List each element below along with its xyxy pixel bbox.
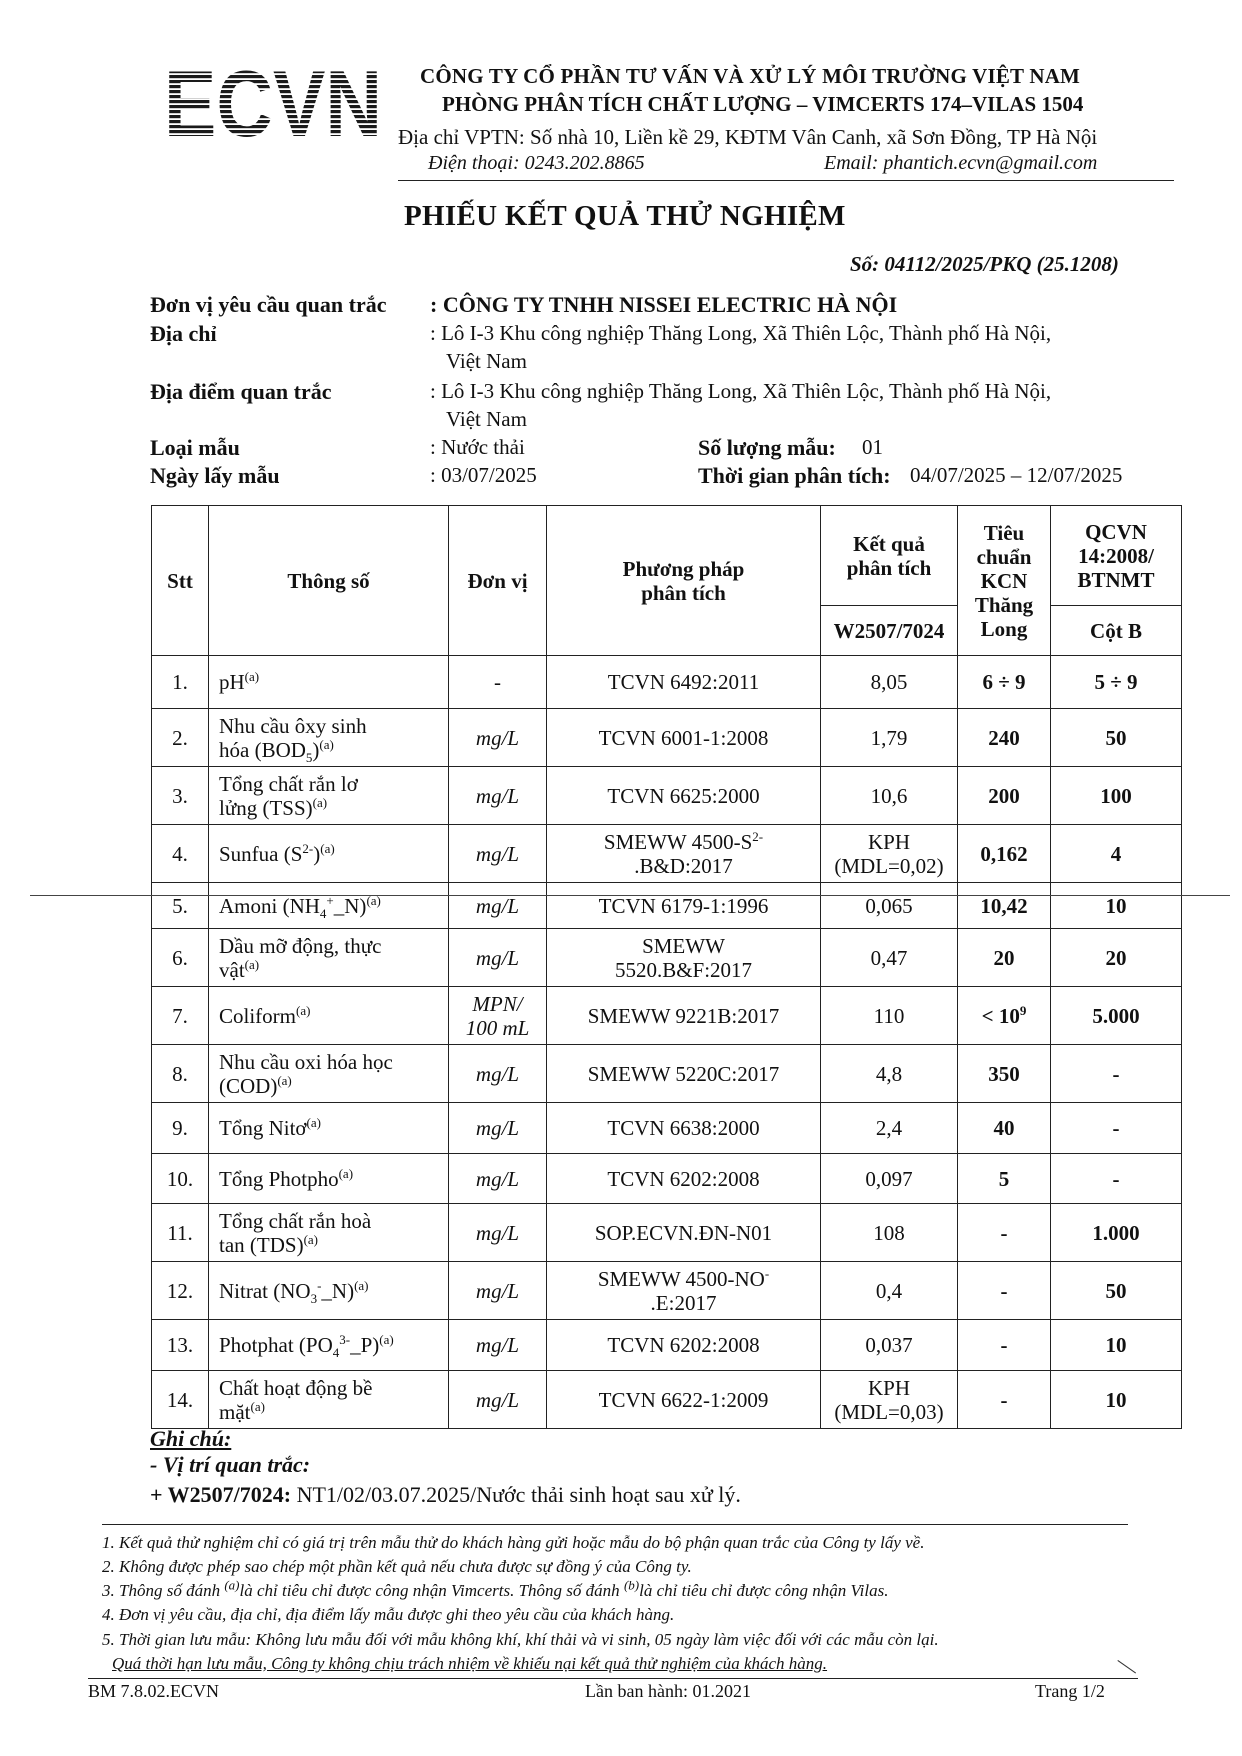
lab-phone: Điện thoại: 0243.202.8865 <box>428 152 645 174</box>
row-qcvn: 10 <box>1051 1371 1182 1429</box>
row-stt: 11. <box>152 1204 209 1262</box>
header-kcn-line-1: Tiêu <box>983 520 1025 545</box>
row-qcvn: - <box>1051 1045 1182 1103</box>
method-line-2: .B&D:2017 <box>634 853 733 878</box>
row-stt: 2. <box>152 709 209 767</box>
row-param <box>209 767 449 825</box>
param-line-1: Chất hoạt động bề <box>219 1375 373 1400</box>
table-row <box>152 1204 1182 1262</box>
row-method: TCVN 6492:2011 <box>547 656 821 709</box>
header-method <box>547 506 821 656</box>
footer-divider <box>88 1678 1138 1679</box>
row-result: 0,097 <box>821 1154 958 1204</box>
table-row <box>152 1045 1182 1103</box>
row-qcvn: 10 <box>1051 1320 1182 1371</box>
row-result <box>821 1371 958 1429</box>
header-kcn-line-4: Thăng <box>974 592 1034 617</box>
row-unit: mg/L <box>449 929 547 987</box>
row-param: Tổng Nitơ$^{(a)}$ <box>209 1103 449 1154</box>
row-param: Nitrat $(NO_3^-\_N)^{(a)}$ <box>209 1262 449 1320</box>
row-stt: 5. <box>152 883 209 929</box>
param-text: Coliform <box>219 1003 296 1028</box>
document-number: Số: 04112/2025/PKQ (25.1208) <box>850 252 1119 276</box>
row-result: 0,065 <box>821 883 958 929</box>
row-kcn: 6 ÷ 9 <box>958 656 1051 709</box>
row-kcn: - <box>958 1204 1051 1262</box>
param-text: Photphat (PO <box>219 1333 333 1357</box>
row-qcvn: 50 <box>1051 709 1182 767</box>
unit-line-2: 100 mL <box>465 1015 530 1040</box>
row-kcn: - <box>958 1371 1051 1429</box>
header-kcn-line-5: Long <box>980 616 1028 641</box>
param-line-2-text: hóa (BOD <box>219 737 306 762</box>
header-result <box>821 506 958 606</box>
table-row <box>152 1320 1182 1371</box>
row-method: TCVN 6179-1:1996 <box>547 883 821 929</box>
row-param: Amoni $(NH_4^+\_N)^{(a)}$ <box>209 883 449 929</box>
lab-name: PHÒNG PHÂN TÍCH CHẤT LƯỢNG – VIMCERTS 174–VILAS 1504 <box>442 92 1084 116</box>
row-result: 0,47 <box>821 929 958 987</box>
row-result <box>821 825 958 883</box>
footnote-6: Quá thời hạn lưu mẫu, Công ty không chịu trách nhiệm về khiếu nại kết quả thử nghiệm của khách hàng. <box>112 1654 828 1673</box>
row-qcvn: 5.000 <box>1051 987 1182 1045</box>
param-line-2-text: tan (TDS) <box>219 1232 304 1257</box>
param-line-2: (COD)$^{(a)}$ <box>219 1072 292 1098</box>
row-qcvn: 5 ÷ 9 <box>1051 656 1182 709</box>
row-method: SOP.ECVN.ĐN-N01 <box>547 1204 821 1262</box>
site-line-1: : Lô I-3 Khu công nghiệp Thăng Long, Xã Thiên Lộc, Thành phố Hà Nội, <box>430 379 1052 403</box>
row-param: Photphat $(PO_4^{3-}\_P)^{(a)}$ <box>209 1320 449 1371</box>
row-stt: 1. <box>152 656 209 709</box>
row-stt: 3. <box>152 767 209 825</box>
company-logo <box>162 51 384 156</box>
site-line-2: Việt Nam <box>446 407 527 431</box>
row-param <box>209 1371 449 1429</box>
param-line-2: hóa $(BOD_5)^{(a)}$ <box>219 736 334 765</box>
analysis-time-label: Thời gian phân tích: <box>698 463 891 488</box>
row-param: Sunfua $(S^{2-})^{(a)}$ <box>209 825 449 883</box>
header-stt: Stt <box>152 506 209 656</box>
table-header-row <box>152 506 1182 606</box>
scan-mark <box>1117 1660 1136 1673</box>
ecvn-logo-icon <box>162 51 384 156</box>
row-kcn: 200 <box>958 767 1051 825</box>
row-unit: mg/L <box>449 709 547 767</box>
header-kcn-standard <box>958 506 1051 656</box>
footnote-3: 3. Thông số đánh $^{(a)}$là chỉ tiêu chỉ được công nhận Vimcerts. Thông số đánh $^{(b)}$là chỉ tiêu chỉ được công nhận Vilas. <box>102 1577 889 1600</box>
row-param: Tổng Photpho$^{(a)}$ <box>209 1154 449 1204</box>
row-qcvn: - <box>1051 1103 1182 1154</box>
header-param: Thông số <box>209 506 449 656</box>
table-row <box>152 1371 1182 1429</box>
row-param: $pH^{(a)}$ <box>209 656 449 709</box>
param-line-2-text: (COD) <box>219 1073 278 1098</box>
header-result-line-1: Kết quả <box>853 531 925 556</box>
sample-count-label: Số lượng mẫu: <box>698 435 836 460</box>
row-unit: mg/L <box>449 1320 547 1371</box>
location-entry <box>150 1482 741 1508</box>
header-method-line-2: phân tích <box>641 580 726 605</box>
table-row <box>152 1154 1182 1204</box>
row-kcn: 350 <box>958 1045 1051 1103</box>
param-text: Nitrat (NO <box>219 1278 311 1303</box>
footnote-1: 1. Kết quả thử nghiệm chỉ có giá trị trên mẫu thử do khách hàng gửi hoặc mẫu do bộ phận quan trắc của Công ty lấy về. <box>102 1533 925 1552</box>
address-line-2: Việt Nam <box>446 349 527 373</box>
table-row <box>152 825 1182 883</box>
table-row <box>152 987 1182 1045</box>
table-row <box>152 656 1182 709</box>
row-result: 2,4 <box>821 1103 958 1154</box>
client-value: : CÔNG TY TNHH NISSEI ELECTRIC HÀ NỘI <box>430 292 898 317</box>
method-line-1-text: SMEWW 4500-S <box>603 829 753 854</box>
row-param <box>209 929 449 987</box>
header-kcn-line-2: chuẩn <box>976 544 1032 569</box>
row-stt: 4. <box>152 825 209 883</box>
row-kcn: 40 <box>958 1103 1051 1154</box>
method-line-1: SMEWW 4500-NO- <box>597 1265 770 1291</box>
table-row <box>152 767 1182 825</box>
footnote-4: 4. Đơn vị yêu cầu, địa chỉ, địa điểm lấy mẫu được ghi theo yêu cầu của khách hàng. <box>102 1605 675 1624</box>
result-line-1: KPH <box>867 1375 910 1400</box>
sample-type-label: Loại mẫu <box>150 435 240 460</box>
footnote-divider <box>102 1524 1128 1525</box>
param-line-1: Tổng chất rắn lơ <box>219 771 358 796</box>
row-qcvn: 50 <box>1051 1262 1182 1320</box>
row-stt: 8. <box>152 1045 209 1103</box>
table-row <box>152 883 1182 929</box>
row-param <box>209 1045 449 1103</box>
row-unit: mg/L <box>449 1204 547 1262</box>
unit-line-1: MPN/ <box>472 991 523 1016</box>
row-unit: mg/L <box>449 1371 547 1429</box>
row-kcn: 240 <box>958 709 1051 767</box>
param-line-1: Dầu mỡ động, thực <box>219 933 382 958</box>
issue-date: Lần ban hành: 01.2021 <box>585 1681 751 1701</box>
row-method <box>547 1262 821 1320</box>
scan-line <box>30 895 1230 896</box>
footnote-2: 2. Không được phép sao chép một phần kết quả nếu chưa được sự đồng ý của Công ty. <box>102 1557 692 1576</box>
row-qcvn: 4 <box>1051 825 1182 883</box>
row-unit: - <box>449 656 547 709</box>
row-unit <box>449 987 547 1045</box>
method-line-1: SMEWW $4500-S^{2-}$ <box>603 828 764 854</box>
footnote-3-part-2: là chỉ tiêu chỉ được công nhận Vimcerts. Thông số đánh <box>239 1581 620 1600</box>
param-line-2: lửng (TSS)$^{(a)}$ <box>219 794 328 820</box>
header-unit: Đơn vị <box>449 506 547 656</box>
location-title: - Vị trí quan trắc: <box>150 1452 311 1477</box>
analysis-time-value: 04/07/2025 – 12/07/2025 <box>910 463 1123 487</box>
footnote-3-part-3: là chỉ tiêu chỉ được công nhận Vilas. <box>639 1581 889 1600</box>
form-code: BM 7.8.02.ECVN <box>88 1681 220 1701</box>
header-qcvn-line-1: QCVN <box>1085 519 1147 544</box>
header-method-line-1: Phương pháp <box>622 556 745 581</box>
param-text: Tổng Nitơ <box>219 1116 307 1140</box>
row-unit: mg/L <box>449 1103 547 1154</box>
row-kcn: 5 <box>958 1154 1051 1204</box>
row-method: SMEWW 5220C:2017 <box>547 1045 821 1103</box>
param-line-2: mặt$^{(a)}$ <box>219 1398 265 1424</box>
header-divider <box>398 180 1174 181</box>
result-line-2: (MDL=0,02) <box>834 853 944 878</box>
row-stt: 13. <box>152 1320 209 1371</box>
row-result: 1,79 <box>821 709 958 767</box>
param-text: Amoni (NH <box>219 893 320 918</box>
row-param: Coliform$^{(a)}$ <box>209 987 449 1045</box>
param-line-2: vật$^{(a)}$ <box>219 956 260 982</box>
header-qcvn <box>1051 506 1182 606</box>
row-param <box>209 709 449 767</box>
param-text: Sunfua (S <box>219 841 303 866</box>
location-code: + W2507/7024: <box>150 1482 292 1507</box>
row-method <box>547 825 821 883</box>
header-result-line-2: phân tích <box>846 555 932 580</box>
notes-title: Ghi chú: <box>150 1426 232 1451</box>
header-qcvn-line-2: 14:2008/ <box>1078 543 1154 568</box>
row-method: SMEWW 9221B:2017 <box>547 987 821 1045</box>
method-line-1-text: SMEWW 4500-NO <box>597 1266 765 1291</box>
table-row <box>152 929 1182 987</box>
row-result: 10,6 <box>821 767 958 825</box>
method-line-1: SMEWW <box>642 933 725 958</box>
row-result: 0,037 <box>821 1320 958 1371</box>
param-line-2-text: vật <box>219 957 245 982</box>
row-qcvn: 20 <box>1051 929 1182 987</box>
row-method: TCVN 6625:2000 <box>547 767 821 825</box>
row-stt: 6. <box>152 929 209 987</box>
param-text: pH <box>219 670 245 694</box>
param-line-2: tan (TDS)$^{(a)}$ <box>219 1231 319 1257</box>
row-qcvn: 100 <box>1051 767 1182 825</box>
row-stt: 10. <box>152 1154 209 1204</box>
location-text: NT1/02/03.07.2025/Nước thải sinh hoạt sau xử lý. <box>291 1482 741 1507</box>
address-line-1: : Lô I-3 Khu công nghiệp Thăng Long, Xã Thiên Lộc, Thành phố Hà Nội, <box>430 321 1052 345</box>
header-qcvn-column: Cột B <box>1051 606 1182 656</box>
row-kcn: - <box>958 1320 1051 1371</box>
header-qcvn-line-3: BTNMT <box>1077 567 1155 592</box>
row-method: TCVN 6202:2008 <box>547 1154 821 1204</box>
row-qcvn: 10 <box>1051 883 1182 929</box>
address-label: Địa chỉ <box>150 321 217 346</box>
row-method <box>547 929 821 987</box>
method-line-2: .E:2017 <box>650 1290 717 1315</box>
result-line-1: KPH <box>867 829 910 854</box>
row-method: TCVN 6622-1:2009 <box>547 1371 821 1429</box>
client-label: Đơn vị yêu cầu quan trắc <box>150 292 387 317</box>
param-line-1: Tổng chất rắn hoà <box>219 1208 372 1233</box>
row-unit: mg/L <box>449 767 547 825</box>
header-kcn-line-3: KCN <box>980 568 1028 593</box>
footnote-3-part-1: 3. Thông số đánh <box>102 1581 221 1600</box>
footnote-5: 5. Thời gian lưu mẫu: Không lưu mẫu đối với mẫu không khí, khí thải và vi sinh, 05 ngày làm việc đối với các mẫu còn lại. <box>102 1630 939 1649</box>
row-kcn: 0,162 <box>958 825 1051 883</box>
row-qcvn: - <box>1051 1154 1182 1204</box>
page-number: Trang 1/2 <box>1035 1681 1105 1701</box>
row-method: TCVN 6638:2000 <box>547 1103 821 1154</box>
lab-email: Email: phantich.ecvn@gmail.com <box>824 152 1098 174</box>
row-result: 108 <box>821 1204 958 1262</box>
row-unit: mg/L <box>449 883 547 929</box>
row-unit: mg/L <box>449 825 547 883</box>
site-label: Địa điểm quan trắc <box>150 379 332 404</box>
row-kcn: 10,42 <box>958 883 1051 929</box>
param-line-1: Nhu cầu ôxy sinh <box>219 713 367 738</box>
row-result: 0,4 <box>821 1262 958 1320</box>
row-kcn: - <box>958 1262 1051 1320</box>
method-line-2: 5520.B&F:2017 <box>614 957 753 982</box>
sampling-date-label: Ngày lấy mẫu <box>150 463 280 488</box>
row-stt: 14. <box>152 1371 209 1429</box>
row-kcn: 20 <box>958 929 1051 987</box>
row-unit: mg/L <box>449 1154 547 1204</box>
table-row <box>152 1262 1182 1320</box>
row-stt: 9. <box>152 1103 209 1154</box>
result-line-2: (MDL=0,03) <box>834 1399 944 1424</box>
row-method: TCVN 6001-1:2008 <box>547 709 821 767</box>
row-unit: mg/L <box>449 1045 547 1103</box>
results-table <box>151 505 1182 1429</box>
sample-type-value: : Nước thải <box>430 435 525 459</box>
row-stt: 12. <box>152 1262 209 1320</box>
row-result: 8,05 <box>821 656 958 709</box>
table-row <box>152 709 1182 767</box>
row-result: 4,8 <box>821 1045 958 1103</box>
table-row <box>152 1103 1182 1154</box>
row-stt: 7. <box>152 987 209 1045</box>
row-qcvn: 1.000 <box>1051 1204 1182 1262</box>
lab-address: Địa chỉ VPTN: Số nhà 10, Liền kề 29, KĐTM Vân Canh, xã Sơn Đồng, TP Hà Nội <box>398 125 1098 149</box>
row-method: TCVN 6202:2008 <box>547 1320 821 1371</box>
param-line-1: Nhu cầu oxi hóa học <box>219 1049 393 1074</box>
row-unit: mg/L <box>449 1262 547 1320</box>
row-param <box>209 1204 449 1262</box>
sample-count-value: 01 <box>862 435 883 459</box>
param-line-2-text: mặt <box>219 1399 251 1424</box>
kcn-text: < 10 <box>981 1003 1020 1028</box>
header-result-code: W2507/7024 <box>821 606 958 656</box>
row-result: 110 <box>821 987 958 1045</box>
param-text: Tổng Photpho <box>219 1166 339 1191</box>
sampling-date-value: : 03/07/2025 <box>430 463 537 487</box>
document-title: PHIẾU KẾT QUẢ THỬ NGHIỆM <box>404 200 846 232</box>
row-kcn: < $10^9$ <box>958 987 1051 1045</box>
logo-text: ECVN <box>164 51 382 156</box>
param-line-2-text: lửng (TSS) <box>219 795 313 820</box>
company-name: CÔNG TY CỔ PHẦN TƯ VẤN VÀ XỬ LÝ MÔI TRƯỜNG VIỆT NAM <box>420 64 1081 88</box>
